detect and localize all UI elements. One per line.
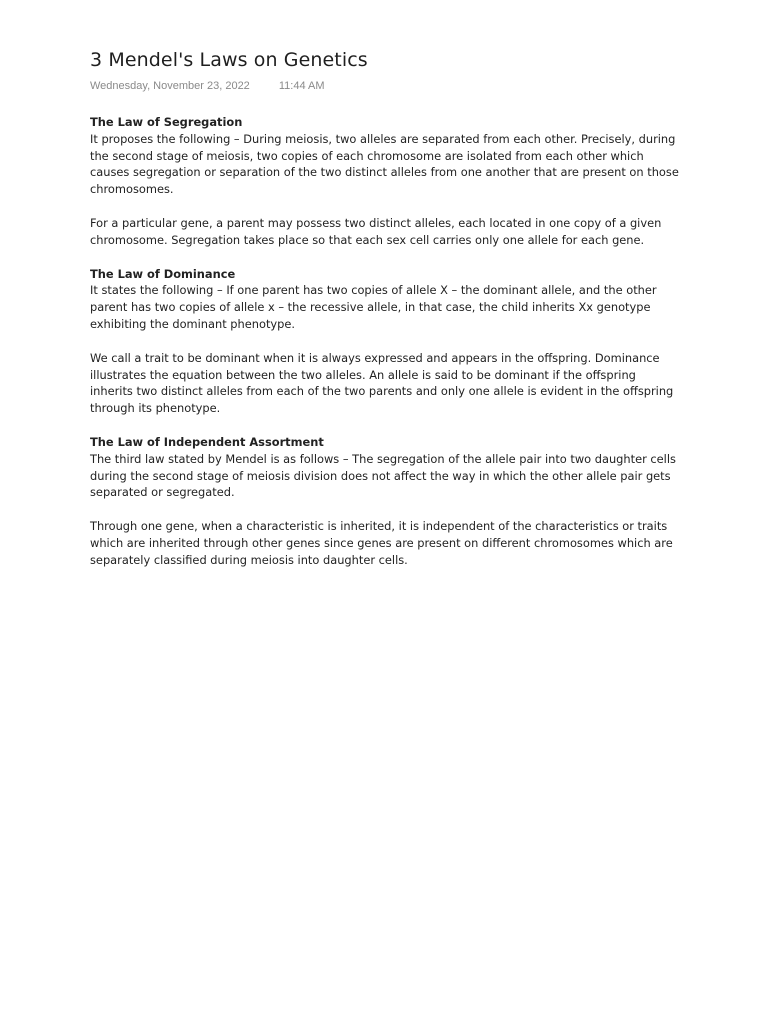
paragraph: Through one gene, when a characteristic is inherited, it is independent of the characteristics or traits which are inherited through other genes since genes are present on different chromosomes which are separately classified during meiosis into daughter cells. [90,519,673,567]
note-page [90,46,680,569]
page-date: Wednesday, November 23, 2022 [90,80,250,92]
note-body [90,114,680,569]
section-law-of-segregation [90,114,680,249]
paragraph: We call a trait to be dominant when it is always expressed and appears in the offspring. Dominance illustrates the equation between the two alleles. An allele is said to be dominant if the offspring inherits two distinct alleles from each of the two parents and only one allele is evident in the offspring through its phenotype. [90,350,674,416]
section-heading: The Law of Dominance [90,266,236,281]
paragraph: The third law stated by Mendel is as follows – The segregation of the allele pair into two daughter cells during the second stage of meiosis division does not affect the way in which the other allele pair gets separated or segregated. [90,451,676,500]
section-law-of-independent-assortment [90,434,680,569]
paragraph: For a particular gene, a parent may possess two distinct alleles, each located in one copy of a given chromosome. Segregation takes place so that each sex cell carries only one allele for each gene. [90,215,662,247]
paragraph: It states the following – If one parent has two copies of allele X – the dominant allele, and the other parent has two copies of allele x – the recessive allele, in that case, the child inherits Xx genotype exhibiting the dominant phenotype. [90,283,657,331]
section-heading: The Law of Segregation [90,115,243,129]
paragraph: It proposes the following – During meiosis, two alleles are separated from each other. Precisely, during the second stage of meiosis, two copies of each chromosome are isolated from each other which causes segregation or separation of the two distinct alleles from one another that are present on those chromosomes. [90,131,679,197]
section-law-of-dominance [90,266,680,417]
page-metadata [90,79,680,93]
section-heading: The Law of Independent Assortment [90,434,324,449]
page-time: 11:44 AM [278,80,325,92]
page-title: 3 Mendel's Laws on Genetics [90,49,368,71]
